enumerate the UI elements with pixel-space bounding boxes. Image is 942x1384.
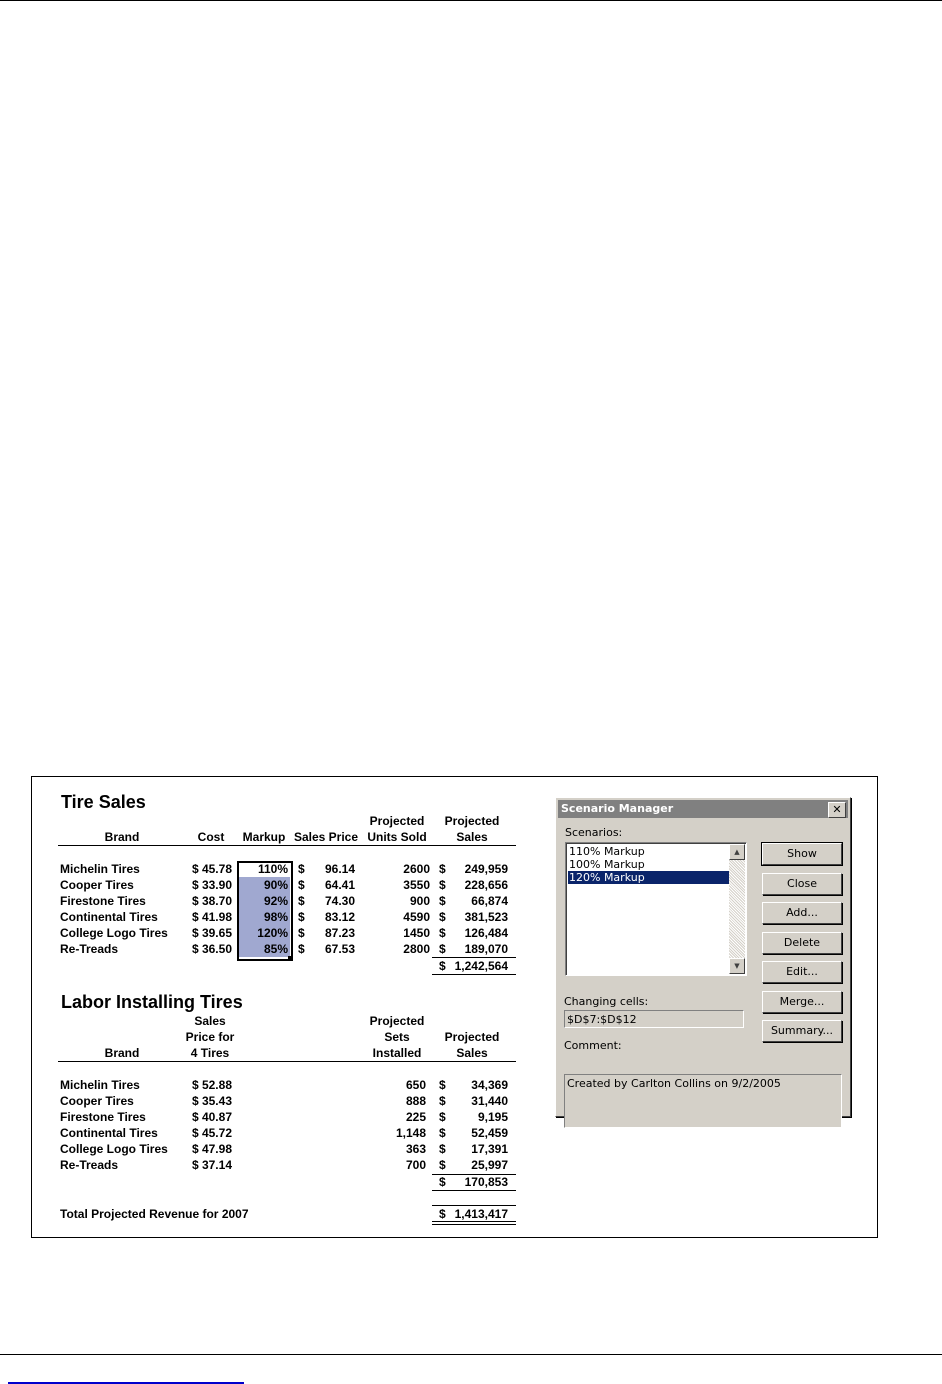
close-button[interactable]: Close bbox=[762, 873, 842, 895]
scenario-item[interactable]: 110% Markup bbox=[569, 845, 645, 858]
brand-cell: College Logo Tires bbox=[60, 1142, 168, 1156]
sales-currency: $ bbox=[439, 1094, 446, 1108]
tire-header-rule bbox=[58, 845, 516, 846]
comment-label: Comment: bbox=[564, 1039, 622, 1052]
grand-total-currency: $ bbox=[439, 1207, 446, 1221]
labor-header-price-line3: 4 Tires bbox=[190, 1046, 230, 1060]
listbox-scrollbar[interactable] bbox=[729, 844, 745, 974]
sales-price-cell: 74.30 bbox=[324, 894, 355, 908]
grand-total-value: 1,413,417 bbox=[454, 1207, 508, 1221]
labor-title: Labor Installing Tires bbox=[61, 992, 243, 1012]
grand-total-double-underline bbox=[432, 1221, 516, 1225]
comment-field[interactable]: Created by Carlton Collins on 9/2/2005 bbox=[564, 1074, 842, 1128]
projected-sales-cell: 17,391 bbox=[471, 1142, 508, 1156]
brand-cell: Firestone Tires bbox=[60, 1110, 146, 1124]
cost-cell: $ 33.90 bbox=[191, 878, 232, 892]
tire-total-underline bbox=[432, 974, 516, 975]
merge-button[interactable]: Merge... bbox=[762, 991, 842, 1013]
changing-cells-field[interactable]: $D$7:$D$12 bbox=[564, 1010, 744, 1028]
edit-button[interactable]: Edit... bbox=[762, 961, 842, 983]
units-cell: 2600 bbox=[403, 862, 430, 876]
sales-currency: $ bbox=[439, 1078, 446, 1092]
labor-total-value: 170,853 bbox=[464, 1175, 508, 1189]
scenario-item[interactable]: 100% Markup bbox=[569, 858, 645, 871]
sales-currency: $ bbox=[439, 862, 446, 876]
brand-cell: College Logo Tires bbox=[60, 926, 168, 940]
sales-currency: $ bbox=[439, 1110, 446, 1124]
dialog-title: Scenario Manager bbox=[561, 802, 674, 815]
header-units-line1: Projected bbox=[369, 814, 425, 828]
sales-currency: $ bbox=[439, 926, 446, 940]
labor-header-sets-line1: Projected bbox=[369, 1014, 425, 1028]
spreadsheet-screenshot bbox=[31, 776, 878, 1238]
price-currency: $ bbox=[298, 910, 305, 924]
projected-sales-cell: 249,959 bbox=[464, 862, 508, 876]
brand-cell: Michelin Tires bbox=[60, 1078, 140, 1092]
price-currency: $ bbox=[298, 926, 305, 940]
price-currency: $ bbox=[298, 878, 305, 892]
labor-header-price-line2: Price for bbox=[185, 1030, 235, 1044]
tire-total-row bbox=[32, 958, 552, 974]
page-bottom-rule bbox=[0, 1354, 942, 1355]
sales-currency: $ bbox=[439, 942, 446, 956]
close-icon[interactable]: ✕ bbox=[828, 802, 846, 818]
sales-currency: $ bbox=[439, 1158, 446, 1172]
markup-cell[interactable]: 120% bbox=[257, 926, 288, 940]
table-row bbox=[32, 1125, 552, 1141]
scenarios-listbox[interactable] bbox=[565, 842, 747, 976]
header-units-line2: Units Sold bbox=[367, 830, 427, 844]
price-cell: $ 47.98 bbox=[191, 1142, 232, 1156]
labor-header-brand: Brand bbox=[104, 1046, 140, 1060]
projected-sales-cell: 66,874 bbox=[471, 894, 508, 908]
scenario-item[interactable]: 120% Markup bbox=[568, 871, 729, 884]
cost-cell: $ 39.65 bbox=[191, 926, 232, 940]
scroll-up-icon[interactable]: ▲ bbox=[729, 844, 745, 860]
brand-cell: Continental Tires bbox=[60, 910, 158, 924]
header-sales-line2: Sales bbox=[456, 830, 488, 844]
price-cell: $ 45.72 bbox=[191, 1126, 232, 1140]
projected-sales-cell: 126,484 bbox=[464, 926, 508, 940]
header-sales-price: Sales Price bbox=[293, 830, 359, 844]
sets-cell: 700 bbox=[405, 1158, 426, 1172]
cost-cell: $ 36.50 bbox=[191, 942, 232, 956]
labor-total-row bbox=[32, 1174, 552, 1190]
tire-sales-title: Tire Sales bbox=[61, 792, 146, 812]
labor-header-rule bbox=[58, 1061, 516, 1062]
sets-cell: 363 bbox=[405, 1142, 426, 1156]
sales-price-cell: 87.23 bbox=[324, 926, 355, 940]
price-currency: $ bbox=[298, 862, 305, 876]
table-row bbox=[32, 1157, 552, 1173]
markup-cell[interactable]: 98% bbox=[263, 910, 288, 924]
cost-cell: $ 38.70 bbox=[191, 894, 232, 908]
sales-price-cell: 83.12 bbox=[324, 910, 355, 924]
grand-total-label: Total Projected Revenue for 2007 bbox=[60, 1207, 249, 1221]
header-markup: Markup bbox=[242, 830, 286, 844]
brand-cell: Re-Treads bbox=[60, 1158, 119, 1172]
summary-button[interactable]: Summary... bbox=[762, 1020, 842, 1042]
header-cost: Cost bbox=[197, 830, 225, 844]
changing-cells-label: Changing cells: bbox=[564, 995, 649, 1008]
sales-currency: $ bbox=[439, 878, 446, 892]
projected-sales-cell: 31,440 bbox=[471, 1094, 508, 1108]
price-cell: $ 40.87 bbox=[191, 1110, 232, 1124]
show-button[interactable]: Show bbox=[762, 843, 842, 865]
brand-cell: Michelin Tires bbox=[60, 862, 140, 876]
sales-price-cell: 67.53 bbox=[324, 942, 355, 956]
header-brand: Brand bbox=[104, 830, 140, 844]
dialog-titlebar[interactable] bbox=[558, 800, 848, 818]
price-cell: $ 52.88 bbox=[191, 1078, 232, 1092]
labor-total-currency: $ bbox=[439, 1175, 446, 1189]
sales-currency: $ bbox=[439, 1142, 446, 1156]
grand-total-row bbox=[32, 1206, 552, 1222]
markup-cell[interactable]: 92% bbox=[263, 894, 288, 908]
labor-header-sales-line2: Sales bbox=[456, 1046, 488, 1060]
labor-total-underline bbox=[432, 1190, 516, 1191]
projected-sales-cell: 228,656 bbox=[464, 878, 508, 892]
markup-cell[interactable]: 90% bbox=[263, 878, 288, 892]
tire-total-currency: $ bbox=[439, 959, 446, 973]
price-cell: $ 37.14 bbox=[191, 1158, 232, 1172]
sets-cell: 225 bbox=[405, 1110, 426, 1124]
sales-currency: $ bbox=[439, 894, 446, 908]
units-cell: 1450 bbox=[403, 926, 430, 940]
scenarios-label: Scenarios: bbox=[565, 826, 623, 839]
sales-currency: $ bbox=[439, 910, 446, 924]
price-cell: $ 35.43 bbox=[191, 1094, 232, 1108]
projected-sales-cell: 52,459 bbox=[471, 1126, 508, 1140]
tire-total-value: 1,242,564 bbox=[454, 959, 508, 973]
sets-cell: 650 bbox=[405, 1078, 426, 1092]
sales-price-cell: 64.41 bbox=[324, 878, 355, 892]
projected-sales-cell: 381,523 bbox=[464, 910, 508, 924]
sales-currency: $ bbox=[439, 1126, 446, 1140]
active-range-border bbox=[237, 861, 293, 961]
brand-cell: Continental Tires bbox=[60, 1126, 158, 1140]
labor-header-sales-line1: Projected bbox=[444, 1030, 500, 1044]
projected-sales-cell: 34,369 bbox=[471, 1078, 508, 1092]
units-cell: 4590 bbox=[403, 910, 430, 924]
labor-header-price-line1: Sales bbox=[194, 1014, 226, 1028]
projected-sales-cell: 9,195 bbox=[477, 1110, 508, 1124]
brand-cell: Re-Treads bbox=[60, 942, 119, 956]
labor-header-sets-line2: Sets bbox=[384, 1030, 410, 1044]
labor-header-sets-line3: Installed bbox=[372, 1046, 422, 1060]
projected-sales-cell: 25,997 bbox=[471, 1158, 508, 1172]
sales-price-cell: 96.14 bbox=[324, 862, 355, 876]
units-cell: 3550 bbox=[403, 878, 430, 892]
sets-cell: 888 bbox=[405, 1094, 426, 1108]
price-currency: $ bbox=[298, 894, 305, 908]
table-row bbox=[32, 1093, 552, 1109]
page-top-rule bbox=[0, 0, 942, 1]
brand-cell: Cooper Tires bbox=[60, 878, 134, 892]
cost-cell: $ 41.98 bbox=[191, 910, 232, 924]
table-row bbox=[32, 1141, 552, 1157]
worksheet bbox=[32, 777, 552, 1237]
table-row bbox=[32, 1109, 552, 1125]
price-currency: $ bbox=[298, 942, 305, 956]
units-cell: 900 bbox=[409, 894, 430, 908]
add-button[interactable]: Add... bbox=[762, 902, 842, 924]
scenario-manager-dialog bbox=[555, 797, 851, 1117]
brand-cell: Cooper Tires bbox=[60, 1094, 134, 1108]
markup-cell[interactable]: 110% bbox=[257, 862, 288, 876]
scroll-down-icon[interactable]: ▼ bbox=[729, 958, 745, 974]
cost-cell: $ 45.78 bbox=[191, 862, 232, 876]
markup-cell[interactable]: 85% bbox=[263, 942, 288, 956]
projected-sales-cell: 189,070 bbox=[464, 942, 508, 956]
sets-cell: 1,148 bbox=[395, 1126, 426, 1140]
table-row bbox=[32, 1077, 552, 1093]
brand-cell: Firestone Tires bbox=[60, 894, 146, 908]
header-sales-line1: Projected bbox=[444, 814, 500, 828]
delete-button[interactable]: Delete bbox=[762, 932, 842, 954]
units-cell: 2800 bbox=[403, 942, 430, 956]
